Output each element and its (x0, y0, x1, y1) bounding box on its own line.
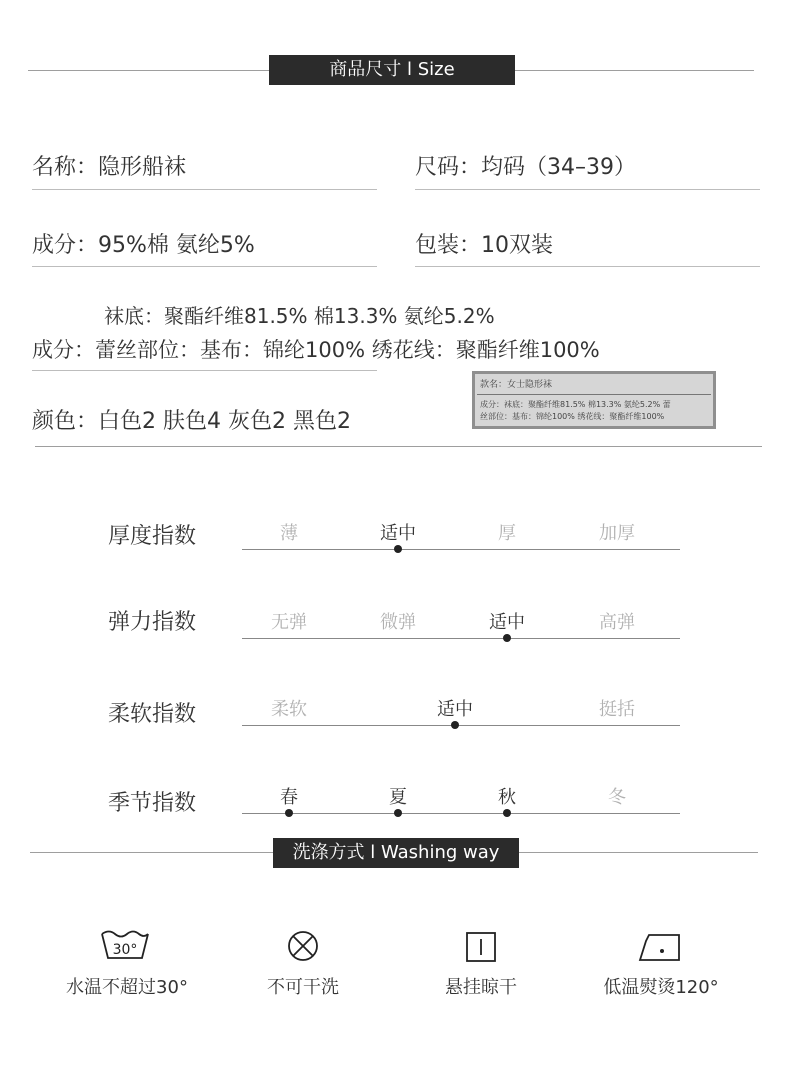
composition-detail-line1: 袜底：聚酯纤维81.5% 棉13.3% 氨纶5.2% (104, 304, 495, 328)
wash-temp-label: 水温不超过30° (66, 977, 188, 998)
index-label: 弹力指数 (108, 610, 197, 635)
no-dry-clean-icon (286, 929, 320, 967)
index-option: 冬 (608, 787, 626, 808)
index-option: 加厚 (599, 523, 635, 544)
name-value: 隐形船袜 (98, 155, 187, 180)
composition-value: 95%棉 氨纶5% (98, 233, 255, 258)
color-field (32, 404, 351, 435)
divider (415, 189, 760, 190)
size-label: 尺码： (415, 155, 482, 180)
index-option-selected: 适中 (437, 699, 473, 720)
label-photo-line2: 成分：袜底：聚酯纤维81.5% 棉13.3% 氨纶5.2% 蕾 (480, 400, 671, 409)
divider (32, 370, 377, 371)
index-option-selected: 适中 (489, 612, 525, 633)
hang-dry-icon (465, 931, 497, 967)
package-field (415, 228, 553, 259)
divider (32, 189, 377, 190)
label-photo-line3: 丝部位：基布：锦纶100% 绣花线：聚酯纤维100% (480, 412, 665, 421)
package-value: 10双装 (481, 233, 554, 258)
index-option-selected: 适中 (380, 523, 416, 544)
index-marker-dot (394, 545, 402, 553)
index-track (242, 813, 680, 814)
divider (415, 266, 760, 267)
index-label: 厚度指数 (108, 524, 197, 549)
section-divider (35, 446, 762, 447)
low-iron-icon (637, 931, 683, 967)
index-option: 无弹 (271, 612, 307, 633)
label-photo-line1: 款名：女士隐形袜 (480, 380, 553, 390)
composition-label: 成分： (32, 233, 99, 258)
hang-dry-label: 悬挂晾干 (445, 977, 517, 998)
composition-field (32, 228, 255, 259)
no-dry-clean-label: 不可干洗 (267, 977, 339, 998)
index-label: 季节指数 (108, 791, 197, 816)
index-option: 薄 (280, 523, 298, 544)
composition-detail-line2: 成分：蕾丝部位：基布：锦纶100% 绣花线：聚酯纤维100% (32, 338, 600, 362)
index-marker-dot (285, 809, 293, 817)
low-iron-label: 低温熨烫120° (603, 977, 719, 998)
size-section-title: 商品尺寸 l Size (269, 55, 515, 85)
index-option: 微弹 (380, 612, 416, 633)
index-option: 厚 (498, 523, 516, 544)
color-value: 白色2 肤色4 灰色2 黑色2 (98, 409, 351, 434)
index-marker-dot (503, 634, 511, 642)
index-option: 高弹 (599, 612, 635, 633)
index-track (242, 638, 680, 639)
size-field (415, 150, 636, 181)
index-track (242, 549, 680, 550)
wash-30-icon (99, 928, 151, 966)
name-field (32, 150, 186, 181)
product-label-photo (472, 371, 716, 429)
index-label: 柔软指数 (108, 702, 197, 727)
index-option-selected: 秋 (498, 787, 516, 808)
index-option: 挺括 (599, 699, 635, 720)
package-label: 包装： (415, 233, 482, 258)
color-label: 颜色： (32, 409, 99, 434)
divider (32, 266, 377, 267)
wash-section-title: 洗涤方式 l Washing way (273, 838, 519, 868)
size-value: 均码（34–39） (481, 155, 637, 180)
index-marker-dot (503, 809, 511, 817)
index-track (242, 725, 680, 726)
index-option-selected: 春 (280, 787, 298, 808)
index-option: 柔软 (271, 699, 307, 720)
index-marker-dot (451, 721, 459, 729)
name-label: 名称： (32, 155, 99, 180)
wash-temp-text: 30° (112, 942, 138, 958)
index-marker-dot (394, 809, 402, 817)
index-option-selected: 夏 (389, 787, 407, 808)
